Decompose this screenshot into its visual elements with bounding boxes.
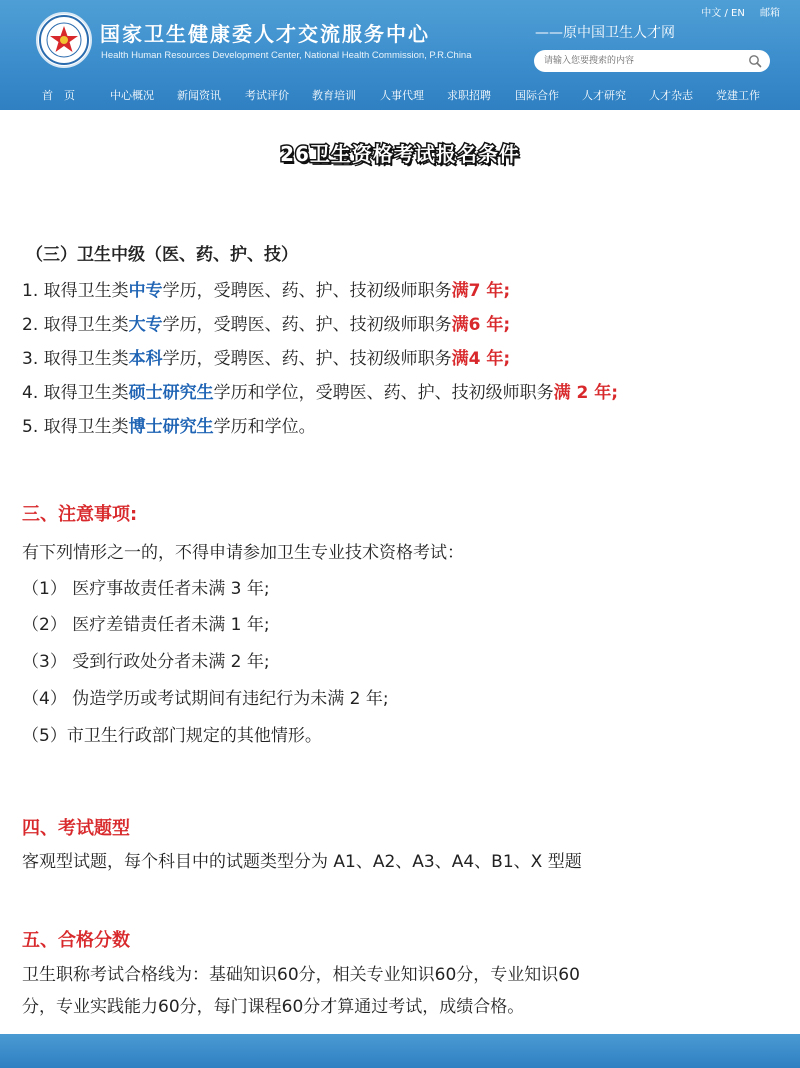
org-name-en: Health Human Resources Development Center, National Health Commission, P.R.China — [101, 50, 472, 61]
nav-training[interactable]: 教育培训 — [312, 89, 356, 102]
notes-item: （4） 伪造学历或考试期间有违纪行为未满 2 年; — [22, 689, 389, 709]
site-header — [0, 0, 800, 110]
notes-intro: 有下列情形之一的，不得申请参加卫生专业技术资格考试： — [22, 543, 464, 563]
language-switch-link[interactable]: 中文 / EN — [701, 8, 745, 19]
nav-international[interactable]: 国际合作 — [515, 89, 559, 102]
top-links — [689, 4, 780, 19]
requirement-item: 1. 取得卫生类中专学历，受聘医、药、护、技初级师职务满7 年; — [22, 281, 511, 301]
intermediate-heading: （三）卫生中级（医、药、护、技） — [26, 245, 298, 265]
main-nav — [0, 82, 800, 106]
nav-magazine[interactable]: 人才杂志 — [649, 89, 693, 102]
requirement-item: 5. 取得卫生类博士研究生学历和学位。 — [22, 417, 316, 437]
search-input[interactable] — [544, 53, 740, 69]
nav-jobs[interactable]: 求职招聘 — [447, 89, 491, 102]
page-title: 26卫生资格考试报名条件 — [280, 142, 520, 166]
nav-party[interactable]: 党建工作 — [716, 89, 760, 102]
mailbox-link[interactable]: 邮箱 — [760, 8, 780, 19]
nav-research[interactable]: 人才研究 — [582, 89, 626, 102]
requirement-item: 4. 取得卫生类硕士研究生学历和学位，受聘医、药、护、技初级师职务满 2 年; — [22, 383, 619, 403]
exam-types-heading: 四、考试题型 — [22, 818, 130, 839]
search-icon[interactable] — [748, 54, 762, 68]
notes-item: （1） 医疗事故责任者未满 3 年; — [22, 579, 270, 599]
old-site-name: ——原中国卫生人才网 — [535, 25, 675, 41]
notes-item: （2） 医疗差错责任者未满 1 年; — [22, 615, 270, 635]
passing-score-text: 分，专业实践能力60分，每门课程60分才算通过考试，成绩合格。 — [22, 997, 525, 1017]
requirement-item: 2. 取得卫生类大专学历，受聘医、药、护、技初级师职务满6 年; — [22, 315, 511, 335]
notes-item: （3） 受到行政处分者未满 2 年; — [22, 652, 270, 672]
notes-item: （5）市卫生行政部门规定的其他情形。 — [22, 726, 322, 746]
notes-heading: 三、注意事项: — [22, 504, 138, 525]
search-box — [534, 50, 770, 72]
org-name-cn: 国家卫生健康委人才交流服务中心 — [100, 22, 430, 46]
nav-personnel[interactable]: 人事代理 — [380, 89, 424, 102]
exam-types-text: 客观型试题，每个科目中的试题类型分为 A1、A2、A3、A4、B1、X 型题 — [22, 852, 582, 872]
nav-exams[interactable]: 考试评价 — [245, 89, 289, 102]
passing-score-heading: 五、合格分数 — [22, 930, 130, 951]
nav-home[interactable]: 首 页 — [42, 89, 75, 102]
passing-score-text: 卫生职称考试合格线为：基础知识60分，相关专业知识60分，专业知识60 — [22, 965, 580, 985]
footer-bar — [0, 1034, 800, 1068]
center-logo-icon[interactable] — [36, 12, 92, 68]
nav-news[interactable]: 新闻资讯 — [177, 89, 221, 102]
nav-about[interactable]: 中心概况 — [110, 89, 154, 102]
requirement-item: 3. 取得卫生类本科学历，受聘医、药、护、技初级师职务满4 年; — [22, 349, 511, 369]
